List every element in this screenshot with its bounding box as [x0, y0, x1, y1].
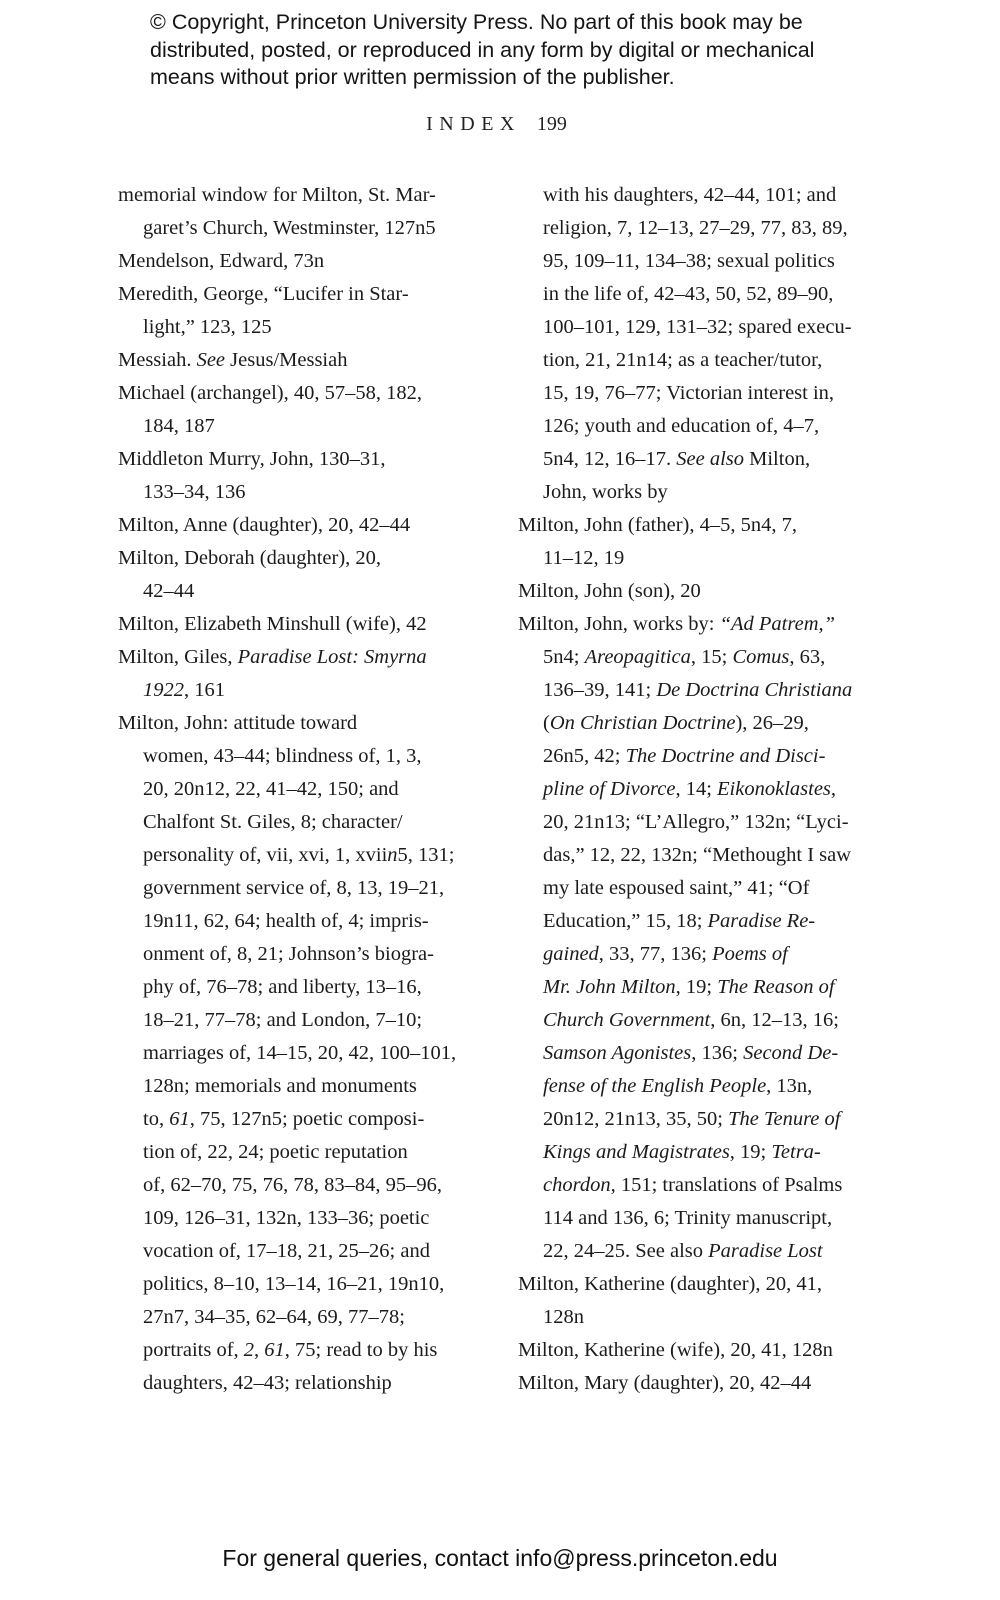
index-line: 27n7, 34–35, 62–64, 69, 77–78; [143, 1306, 405, 1328]
index-line: politics, 8–10, 13–14, 16–21, 19n10, [143, 1273, 445, 1295]
index-line: Middleton Murry, John, 130–31, [118, 448, 386, 470]
index-line: Messiah. See Jesus/Messiah [118, 349, 348, 371]
index-line: 11–12, 19 [543, 547, 625, 569]
index-line: 1922, 161 [143, 679, 225, 701]
index-line: Milton, Elizabeth Minshull (wife), 42 [118, 613, 427, 635]
index-line: 5n4; Areopagitica, 15; Comus, 63, [543, 646, 826, 668]
index-line: religion, 7, 12–13, 27–29, 77, 83, 89, [543, 217, 848, 239]
index-line: daughters, 42–43; relationship [143, 1372, 392, 1394]
copyright-notice-line: © Copyright, Princeton University Press. No part of this book may be [150, 10, 803, 34]
index-right-column [518, 179, 890, 1400]
index-line: Milton, John (son), 20 [518, 580, 701, 602]
index-line: 20, 20n12, 22, 41–42, 150; and [143, 778, 399, 800]
index-line: vocation of, 17–18, 21, 25–26; and [143, 1240, 430, 1262]
index-line: Milton, Mary (daughter), 20, 42–44 [518, 1372, 812, 1394]
copyright-notice-line: distributed, posted, or reproduced in any form by digital or mechanical [150, 37, 815, 62]
index-line: garet’s Church, Westminster, 127n5 [143, 217, 436, 239]
index-line: 22, 24–25. See also Paradise Lost [543, 1240, 823, 1262]
index-line: marriages of, 14–15, 20, 42, 100–101, [143, 1042, 457, 1064]
index-line: phy of, 76–78; and liberty, 13–16, [143, 976, 422, 998]
index-line: 42–44 [143, 580, 195, 602]
index-line: 126; youth and education of, 4–7, [543, 415, 820, 437]
index-line: of, 62–70, 75, 76, 78, 83–84, 95–96, [143, 1174, 442, 1196]
index-line: 15, 19, 76–77; Victorian interest in, [543, 382, 835, 404]
index-line: Milton, Deborah (daughter), 20, [118, 547, 382, 569]
index-line: 20, 21n13; “L’Allegro,” 132n; “Lyci- [543, 811, 849, 833]
index-line: John, works by [543, 481, 668, 503]
index-line: tion, 21, 21n14; as a teacher/tutor, [543, 349, 823, 371]
index-line: 133–34, 136 [143, 481, 246, 503]
index-line: 184, 187 [143, 415, 215, 437]
footer-text: For general queries, contact info@press.princeton.edu [222, 1545, 778, 1571]
index-line: light,” 123, 125 [143, 316, 272, 338]
index-line: fense of the English People, 13n, [543, 1075, 813, 1097]
index-line: gained, 33, 77, 136; Poems of [543, 943, 788, 965]
index-line: women, 43–44; blindness of, 1, 3, [143, 745, 422, 767]
index-line: Milton, Katherine (wife), 20, 41, 128n [518, 1339, 833, 1361]
index-line: with his daughters, 42–44, 101; and [543, 184, 837, 206]
copyright-notice-line: means without prior written permission of the publisher. [150, 65, 675, 89]
page-footer [0, 1545, 1000, 1572]
index-line: Mr. John Milton, 19; The Reason of [543, 976, 835, 998]
index-line: das,” 12, 22, 132n; “Methought I saw [543, 844, 852, 866]
index-title: INDEX [426, 113, 521, 135]
index-line: Milton, John, works by: “Ad Patrem,” [518, 613, 836, 635]
index-line: Chalfont St. Giles, 8; character/ [143, 811, 403, 833]
index-line: in the life of, 42–43, 50, 52, 89–90, [543, 283, 834, 305]
copyright-notice [150, 9, 850, 92]
index-line: 114 and 136, 6; Trinity manuscript, [543, 1207, 833, 1229]
index-line: Education,” 15, 18; Paradise Re- [543, 910, 816, 932]
index-line: 20n12, 21n13, 35, 50; The Tenure of [543, 1108, 841, 1130]
index-line: memorial window for Milton, St. Mar- [118, 184, 436, 206]
index-line: government service of, 8, 13, 19–21, [143, 877, 445, 899]
index-line: Samson Agonistes, 136; Second De- [543, 1042, 839, 1064]
index-line: Milton, Anne (daughter), 20, 42–44 [118, 514, 411, 536]
index-line: 26n5, 42; The Doctrine and Disci- [543, 745, 826, 767]
index-line: 136–39, 141; De Doctrina Christiana [543, 679, 853, 701]
index-line: Milton, John: attitude toward [118, 712, 358, 734]
index-line: (On Christian Doctrine), 26–29, [543, 712, 809, 734]
index-line: Church Government, 6n, 12–13, 16; [543, 1009, 839, 1031]
index-line: Michael (archangel), 40, 57–58, 182, [118, 382, 422, 404]
index-line: 95, 109–11, 134–38; sexual politics [543, 250, 835, 272]
index-line: 19n11, 62, 64; health of, 4; impris- [143, 910, 429, 932]
index-line: my late espoused saint,” 41; “Of [543, 877, 810, 899]
index-line: 109, 126–31, 132n, 133–36; poetic [143, 1207, 430, 1229]
page-header [118, 113, 875, 136]
index-line: Meredith, George, “Lucifer in Star- [118, 283, 409, 305]
index-line: Milton, Giles, Paradise Lost: Smyrna [118, 646, 427, 668]
index-line: Mendelson, Edward, 73n [118, 250, 325, 272]
index-line: 100–101, 129, 131–32; spared execu- [543, 316, 852, 338]
index-line: Kings and Magistrates, 19; Tetra- [543, 1141, 821, 1163]
index-line: chordon, 151; translations of Psalms [543, 1174, 843, 1196]
index-line: tion of, 22, 24; poetic reputation [143, 1141, 408, 1163]
index-line: 128n [543, 1306, 584, 1328]
index-line: Milton, Katherine (daughter), 20, 41, [518, 1273, 823, 1295]
index-line: 5n4, 12, 16–17. See also Milton, [543, 448, 811, 470]
index-line: 128n; memorials and monuments [143, 1075, 417, 1097]
index-line: 18–21, 77–78; and London, 7–10; [143, 1009, 423, 1031]
index-line: onment of, 8, 21; Johnson’s biogra- [143, 943, 434, 965]
index-line: pline of Divorce, 14; Eikonoklastes, [543, 778, 837, 800]
index-line: to, 61, 75, 127n5; poetic composi- [143, 1108, 425, 1130]
index-line: Milton, John (father), 4–5, 5n4, 7, [518, 514, 797, 536]
index-left-column [118, 179, 502, 1400]
index-line: portraits of, 2, 61, 75; read to by his [143, 1339, 438, 1361]
index-line: personality of, vii, xvi, 1, xviin5, 131; [143, 844, 455, 866]
page-number: 199 [536, 113, 567, 135]
